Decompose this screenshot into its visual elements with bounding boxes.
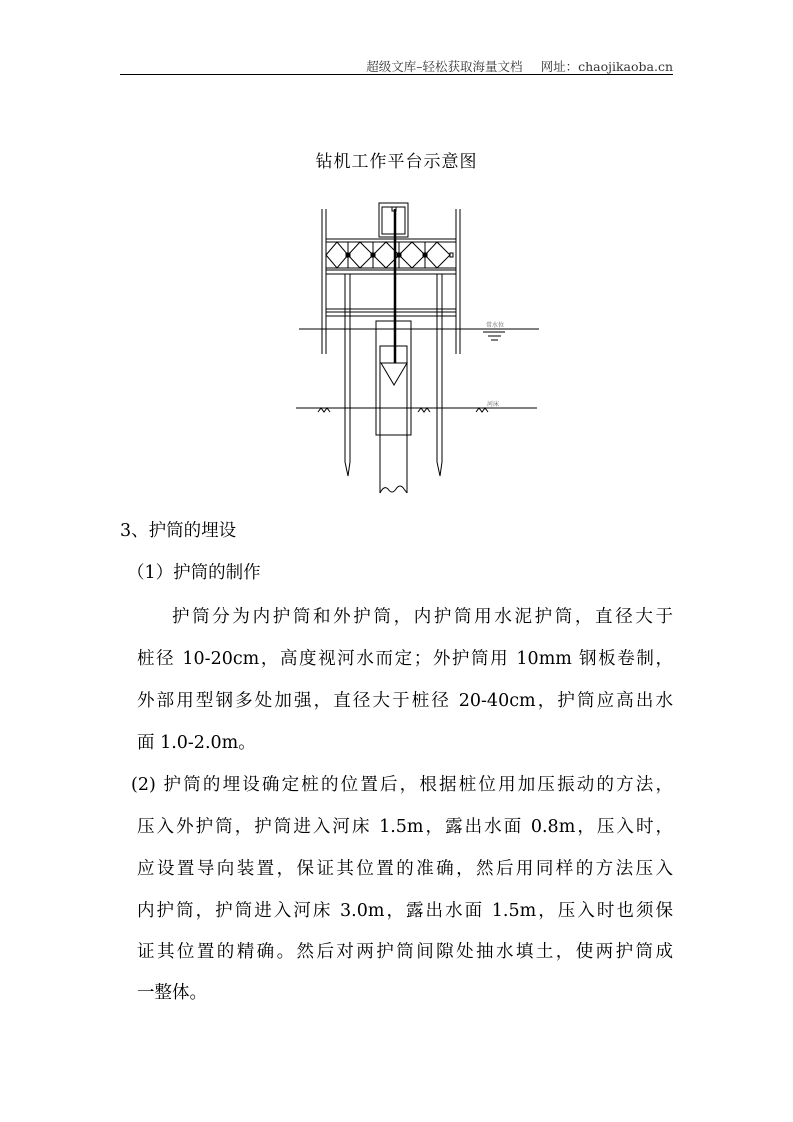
drilling-platform-diagram [0,0,793,520]
water-level-symbol [483,332,505,340]
header-site: 超级文库–轻松获取海量文档 [366,59,523,74]
para2-line4: 内护筒，护筒进入河床 3.0m，露出水面 1.5m，压入时也须保 [137,901,673,921]
para1-line2: 桩径 10-20cm，高度视河水而定；外护筒用 10mm 钢板卷制， [137,649,673,669]
subsection-heading: （1）护筒的制作 [127,563,261,583]
soil-hatching [318,408,488,412]
para2-line5: 证其位置的精确。然后对两护筒间隙处抽水填土，使两护筒成 [137,942,673,962]
figure-title: 钻机工作平台示意图 [315,152,478,172]
outer-casing [376,321,411,435]
para1-line4: 面 1.0-2.0m。 [137,733,256,753]
header-url: 网址：chaojikaoba.cn [540,59,673,74]
steel-piles [345,274,442,476]
para2-line6: 一整体。 [137,983,207,1003]
para2-line2: 压入外护筒，护筒进入河床 1.5m，露出水面 0.8m，压入时， [137,817,673,837]
riverbed-label: 河床 [487,401,500,408]
para2-line1: (2) 护筒的埋设确定桩的位置后，根据桩位用加压振动的方法， [131,775,673,795]
pile-break [380,486,407,493]
section-heading: 3、护筒的埋设 [120,521,237,541]
drill-rig-box [379,203,408,237]
para2-line3: 应设置导向装置，保证其位置的准确，然后用同样的方法压入 [137,859,673,879]
para1-line1: 护筒分为内护筒和外护筒，内护筒用水泥护筒，直径大于 [172,607,673,627]
outer-columns [322,209,460,354]
para1-line3: 外部用型钢多处加强，直径大于桩径 20-40cm，护筒应高出水 [137,691,673,711]
water-level-label: 常水位 [486,322,505,329]
truss-platform [326,239,456,274]
drill-bit [381,363,407,385]
